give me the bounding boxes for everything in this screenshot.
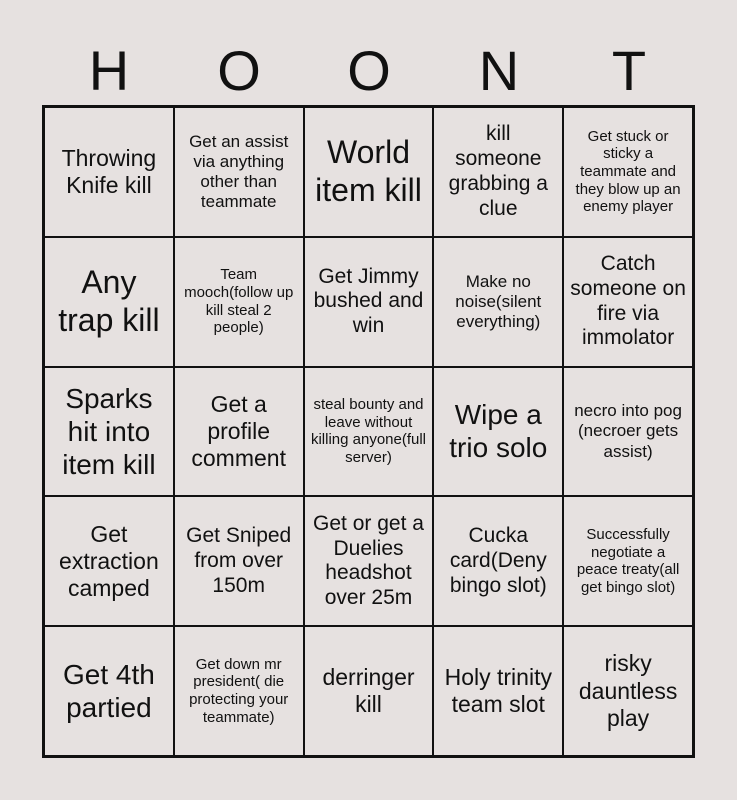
bingo-cell[interactable] — [563, 367, 693, 497]
bingo-cell[interactable] — [433, 237, 563, 367]
bingo-cell[interactable] — [304, 237, 434, 367]
cell-text: Cucka card(Deny bingo slot) — [449, 524, 547, 597]
header-letter-h: H — [88, 39, 130, 102]
bingo-cell[interactable] — [44, 367, 174, 497]
cell-text: Make no noise(silent everything) — [455, 271, 542, 331]
bingo-cell[interactable] — [174, 237, 304, 367]
cell-text: Get 4th partied — [62, 659, 155, 724]
cell-text: Successfully negotiate a peace treaty(all get bingo slot) — [576, 525, 680, 596]
cell-text: Team mooch(follow up kill steal 2 people) — [184, 266, 294, 337]
header-letter-o2: O — [347, 39, 391, 102]
header-letter-t: T — [611, 39, 647, 102]
cell-text: Holy trinity team slot — [444, 663, 552, 718]
bingo-cell[interactable] — [433, 626, 563, 756]
bingo-cell[interactable] — [174, 496, 304, 626]
bingo-cell[interactable] — [433, 107, 563, 237]
cell-text: Wipe a trio solo — [449, 399, 548, 464]
bingo-cell[interactable] — [174, 367, 304, 497]
bingo-cell[interactable] — [44, 237, 174, 367]
header-letter-o1: O — [217, 39, 261, 102]
bingo-cell[interactable] — [563, 237, 693, 367]
cell-text: Get Sniped from over 150m — [186, 524, 292, 597]
bingo-cell[interactable] — [563, 496, 693, 626]
bingo-cell[interactable] — [304, 496, 434, 626]
cell-text: derringer kill — [322, 663, 415, 718]
cell-text: Catch someone on fire via immolator — [570, 252, 686, 350]
bingo-cell[interactable] — [433, 367, 563, 497]
cell-text: Get down mr president( die protecting your teammate) — [189, 655, 289, 726]
bingo-cell[interactable] — [304, 626, 434, 756]
bingo-cell[interactable] — [563, 107, 693, 237]
cell-text: World item kill — [315, 134, 422, 208]
bingo-cell[interactable] — [433, 496, 563, 626]
cell-text: Throwing Knife kill — [61, 144, 157, 198]
cell-text: Get extraction camped — [59, 520, 159, 601]
cell-text: Sparks hit into item kill — [62, 382, 156, 480]
bingo-cell[interactable] — [174, 626, 304, 756]
bingo-cell[interactable] — [304, 367, 434, 497]
cell-text: Get an assist via anything other than teammate — [189, 131, 289, 211]
cell-text: kill someone grabbing a clue — [448, 122, 548, 220]
bingo-board — [42, 105, 695, 758]
cell-text: Get a profile comment — [191, 390, 286, 472]
bingo-cell[interactable] — [563, 626, 693, 756]
cell-text: Get or get a Duelies headshot over 25m — [313, 511, 424, 610]
bingo-cell[interactable] — [174, 107, 304, 237]
bingo-header — [44, 38, 694, 104]
bingo-cell[interactable] — [44, 496, 174, 626]
bingo-cell[interactable] — [44, 626, 174, 756]
cell-text: risky dauntless play — [578, 650, 678, 731]
cell-text: necro into pog (necroer gets assist) — [574, 401, 682, 461]
cell-text: Get Jimmy bushed and win — [313, 264, 424, 338]
header-letter-n: N — [478, 39, 520, 102]
cell-text: Get stuck or sticky a teammate and they blow up an enemy player — [575, 127, 681, 216]
bingo-cell[interactable] — [44, 107, 174, 237]
cell-text: steal bounty and leave without killing anyone(full server) — [310, 396, 427, 467]
bingo-cell[interactable] — [304, 107, 434, 237]
cell-text: Any trap kill — [58, 263, 160, 338]
